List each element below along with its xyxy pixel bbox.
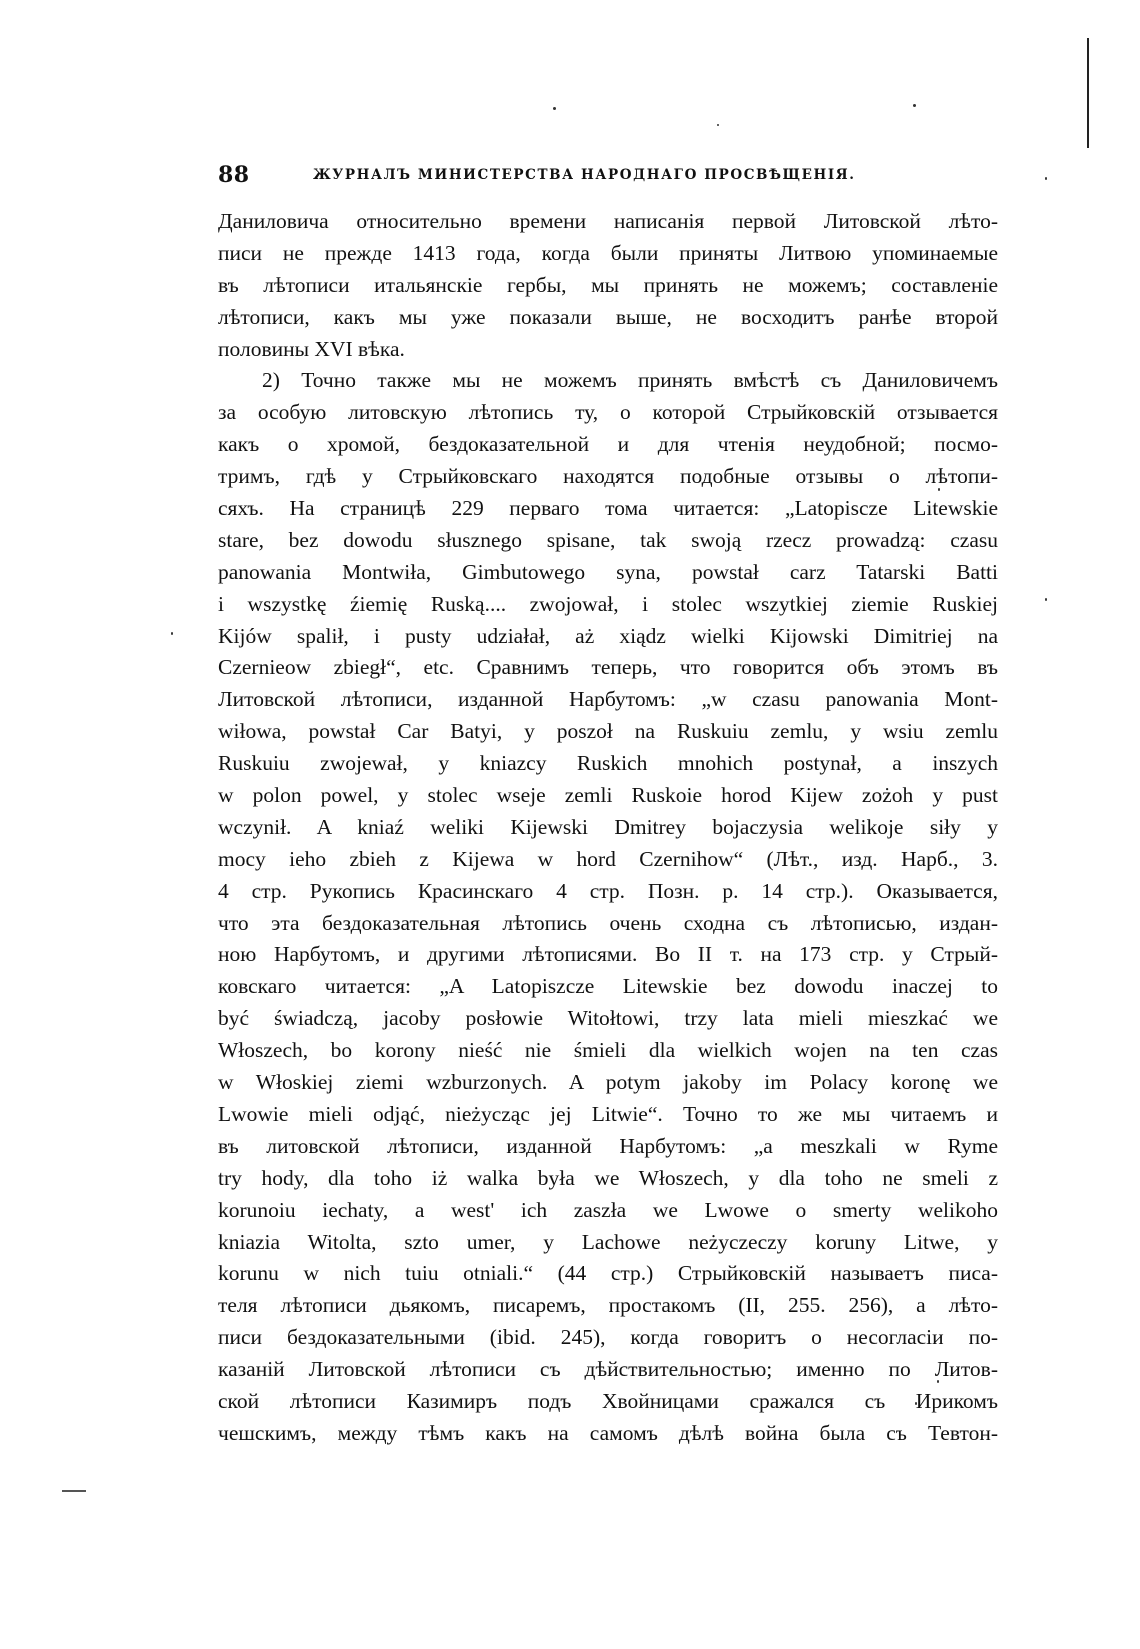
print-speck <box>1045 598 1047 601</box>
text-line: въ лѣтописи итальянскіе гербы, мы принять не можемъ; составленіе <box>218 272 998 297</box>
text-line: что эта бездоказательная лѣтопись очень сходна съ лѣтописью, издан- <box>218 910 998 935</box>
text-line: wczynił. A kniaź weliki Kijewski Dmitrey bojaczysia welikoje siły y <box>218 814 998 839</box>
page-edge-line <box>1087 38 1089 148</box>
text-line: писи не прежде 1413 года, когда были приняты Литвою упоминаемые <box>218 240 998 265</box>
page-number: 88 <box>218 162 250 188</box>
print-speck <box>171 632 173 635</box>
text-line: 4 стр. Рукопись Красинскаго 4 стр. Позн. р. 14 стр.). Оказывается, <box>218 878 998 903</box>
text-line: w Włoskiej ziemi wzburzonych. A potym jakoby im Polacy koronę we <box>218 1070 998 1095</box>
text-line: ской лѣтописи Казимиръ подъ Хвойницами сражался съ Ирикомъ <box>218 1388 998 1413</box>
text-line: stare, bez dowodu słusznego spisane, tak swoją rzecz prowadzą: czasu <box>218 527 998 552</box>
text-line: kniazia Witolta, szto umer, y Lachowe neżyczeczy koruny Litwe, y <box>218 1229 998 1254</box>
text-line: тримъ, гдѣ у Стрыйковскаго находятся подобные отзывы о лѣтопи- <box>218 464 998 489</box>
text-line: какъ о хромой, бездоказательной и для чтенія неудобной; посмо- <box>218 432 998 457</box>
text-line: try hody, dla toho iż walka była we Włoszech, y dla toho ne smeli z <box>218 1165 998 1190</box>
text-line: Ruskuiu zwojewał, y kniazcy Ruskich mnohich postynał, a inszych <box>218 751 998 776</box>
text-line: ною Нарбутомъ, и другими лѣтописями. Во II т. на 173 стр. у Стрый- <box>218 942 998 967</box>
text-line: 2) Точно также мы не можемъ принять вмѣстѣ съ Даниловичемъ <box>262 368 998 393</box>
print-speck <box>1045 177 1047 180</box>
page-header <box>218 162 998 190</box>
print-speck <box>553 107 556 110</box>
print-mark <box>62 1490 86 1492</box>
text-line: половины XVI вѣка. <box>218 336 405 361</box>
body-text <box>218 206 998 1450</box>
text-line: wiłowa, powstał Car Batyi, y poszoł na Ruskuiu zemlu, y wsiu zemlu <box>218 719 998 744</box>
text-line: казаній Литовской лѣтописи съ дѣйствительностью; именно по Литов- <box>218 1357 998 1382</box>
text-line: въ литовской лѣтописи, изданной Нарбутомъ: „a meszkali w Ryme <box>218 1133 998 1158</box>
running-title: ЖУРНАЛЪ МИНИСТЕРСТВА НАРОДНАГО ПРОСВѢЩЕНІЯ. <box>313 167 856 183</box>
text-line: Włoszech, bo korony nieść nie śmieli dla wielkich wojen na ten czas <box>218 1038 998 1063</box>
text-line: Даниловича относительно времени написанія первой Литовской лѣто- <box>218 209 998 233</box>
text-line: Czernieow zbiegł“, etc. Сравнимъ теперь, что говорится объ этомъ въ <box>218 655 998 680</box>
text-line: Kijów spalił, i pusty udziałał, aż xiądz wielki Kijowski Dimitriej na <box>218 623 998 648</box>
text-line: panowania Montwiła, Gimbutowego syna, powstał carz Tatarski Batti <box>218 559 998 584</box>
text-line: за особую литовскую лѣтопись ту, о которой Стрыйковскій отзывается <box>218 400 998 425</box>
text-line: Lwowie mieli odjąć, nieżycząc jej Litwie“. Точно то же мы читаемъ и <box>218 1101 998 1126</box>
text-line: чешскимъ, между тѣмъ какъ на самомъ дѣлѣ война была съ Тевтон- <box>218 1420 998 1445</box>
text-line: mocy ieho zbieh z Kijewa w hord Czernihow“ (Лѣт., изд. Нарб., 3. <box>218 846 998 871</box>
text-line: писи бездоказательными (ibid. 245), когда говоритъ о несогласіи по- <box>218 1325 998 1350</box>
paragraph-1 <box>218 206 998 365</box>
text-line: Литовской лѣтописи, изданной Нарбутомъ: „w czasu panowania Mont- <box>218 687 998 712</box>
text-line: i wszystkę źiemię Ruską.... zwojował, i stolec wszytkiej ziemie Ruskiej <box>218 591 998 616</box>
text-line: korunoiu iechaty, a west' ich zaszła we Lwowe o smerty welikoho <box>218 1197 998 1222</box>
print-speck <box>913 104 916 107</box>
text-line: ковскаго читается: „A Latopiszcze Litewskie bez dowodu inaczej to <box>218 974 998 999</box>
text-line: korunu w nich tuiu otniali.“ (44 стр.) Стрыйковскій называетъ писа- <box>218 1261 998 1286</box>
text-line: сяхъ. На страницѣ 229 перваго тома читается: „Latopiscze Litewskie <box>218 496 998 521</box>
paragraph-2 <box>218 365 998 1449</box>
print-speck <box>717 124 719 126</box>
text-line: теля лѣтописи дьякомъ, писаремъ, простакомъ (II, 255. 256), а лѣто- <box>218 1293 998 1318</box>
text-line: лѣтописи, какъ мы уже показали выше, не восходитъ ранѣе второй <box>218 304 998 329</box>
text-line: w polon powel, y stolec wseje zemli Ruskoie horod Kijew zożoh y pust <box>218 783 998 808</box>
text-line: być świadczą, jacoby posłowie Witołtowi, trzy lata mieli mieszkać we <box>218 1006 998 1031</box>
